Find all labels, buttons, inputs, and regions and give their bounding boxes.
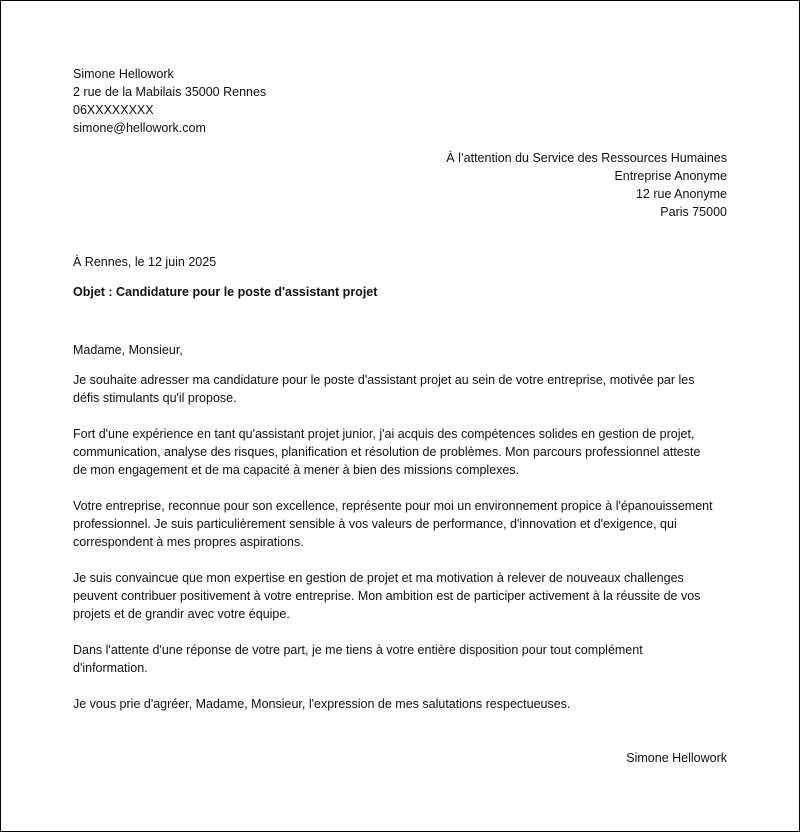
body-line: professionnel. Je suis particulièrement sensible à vos valeurs de performance, d'innovation et d'exigence, qui	[73, 517, 677, 531]
body-line: peuvent contribuer positivement à votre entreprise. Mon ambition est de participer activement à la réussite de vos	[73, 589, 701, 603]
sender-address: 2 rue de la Mabilais 35000 Rennes	[73, 85, 267, 99]
date-line: À Rennes, le 12 juin 2025	[73, 255, 217, 269]
body-paragraph	[73, 497, 733, 551]
body-paragraph	[73, 695, 733, 713]
body-line: Je suis convaincue que mon expertise en gestion de projet et ma motivation à relever de nouveaux challenges	[73, 571, 684, 585]
body-line: de mon engagement et de ma capacité à mener à bien des missions complexes.	[73, 463, 520, 477]
signature: Simone Hellowork	[626, 751, 727, 765]
recipient-city: Paris 75000	[660, 205, 727, 219]
body-paragraph	[73, 371, 733, 407]
body-line: Fort d'une expérience en tant qu'assistant projet junior, j'ai acquis des compétences solides en gestion de projet,	[73, 427, 695, 441]
recipient-street: 12 rue Anonyme	[635, 187, 727, 201]
sender-name: Simone Hellowork	[73, 67, 174, 81]
body-line: d'information.	[73, 661, 148, 675]
body-line: communication, analyse des risques, planification et résolution de problèmes. Mon parcours professionnel atteste	[73, 445, 701, 459]
recipient-block	[446, 149, 727, 221]
recipient-attention: À l’attention du Service des Ressources Humaines	[446, 151, 727, 165]
salutation: Madame, Monsieur,	[73, 343, 183, 357]
body-line: projets et de grandir avec votre équipe.	[73, 607, 290, 621]
recipient-company: Entreprise Anonyme	[614, 169, 727, 183]
body-paragraph	[73, 569, 733, 623]
body-line: Je vous prie d'agréer, Madame, Monsieur, l'expression de mes salutations respectueuses.	[73, 697, 571, 711]
body-line: Dans l'attente d'une réponse de votre part, je me tiens à votre entière disposition pour tout complément	[73, 643, 643, 657]
body-line: défis stimulants qu'il propose.	[73, 391, 237, 405]
body-paragraph	[73, 641, 733, 677]
body-line: Votre entreprise, reconnue pour son excellence, représente pour moi un environnement propice à l'épanouissement	[73, 499, 713, 513]
letter-body	[73, 371, 733, 731]
body-line: Je souhaite adresser ma candidature pour le poste d'assistant projet au sein de votre entreprise, motivée par les	[73, 373, 695, 387]
sender-email: simone@hellowork.com	[73, 121, 206, 135]
sender-block	[73, 65, 266, 137]
subject-line: Objet : Candidature pour le poste d'assistant projet	[73, 285, 378, 299]
body-paragraph	[73, 425, 733, 479]
sender-phone: 06XXXXXXXX	[73, 103, 154, 117]
body-line: correspondent à mes propres aspirations.	[73, 535, 304, 549]
